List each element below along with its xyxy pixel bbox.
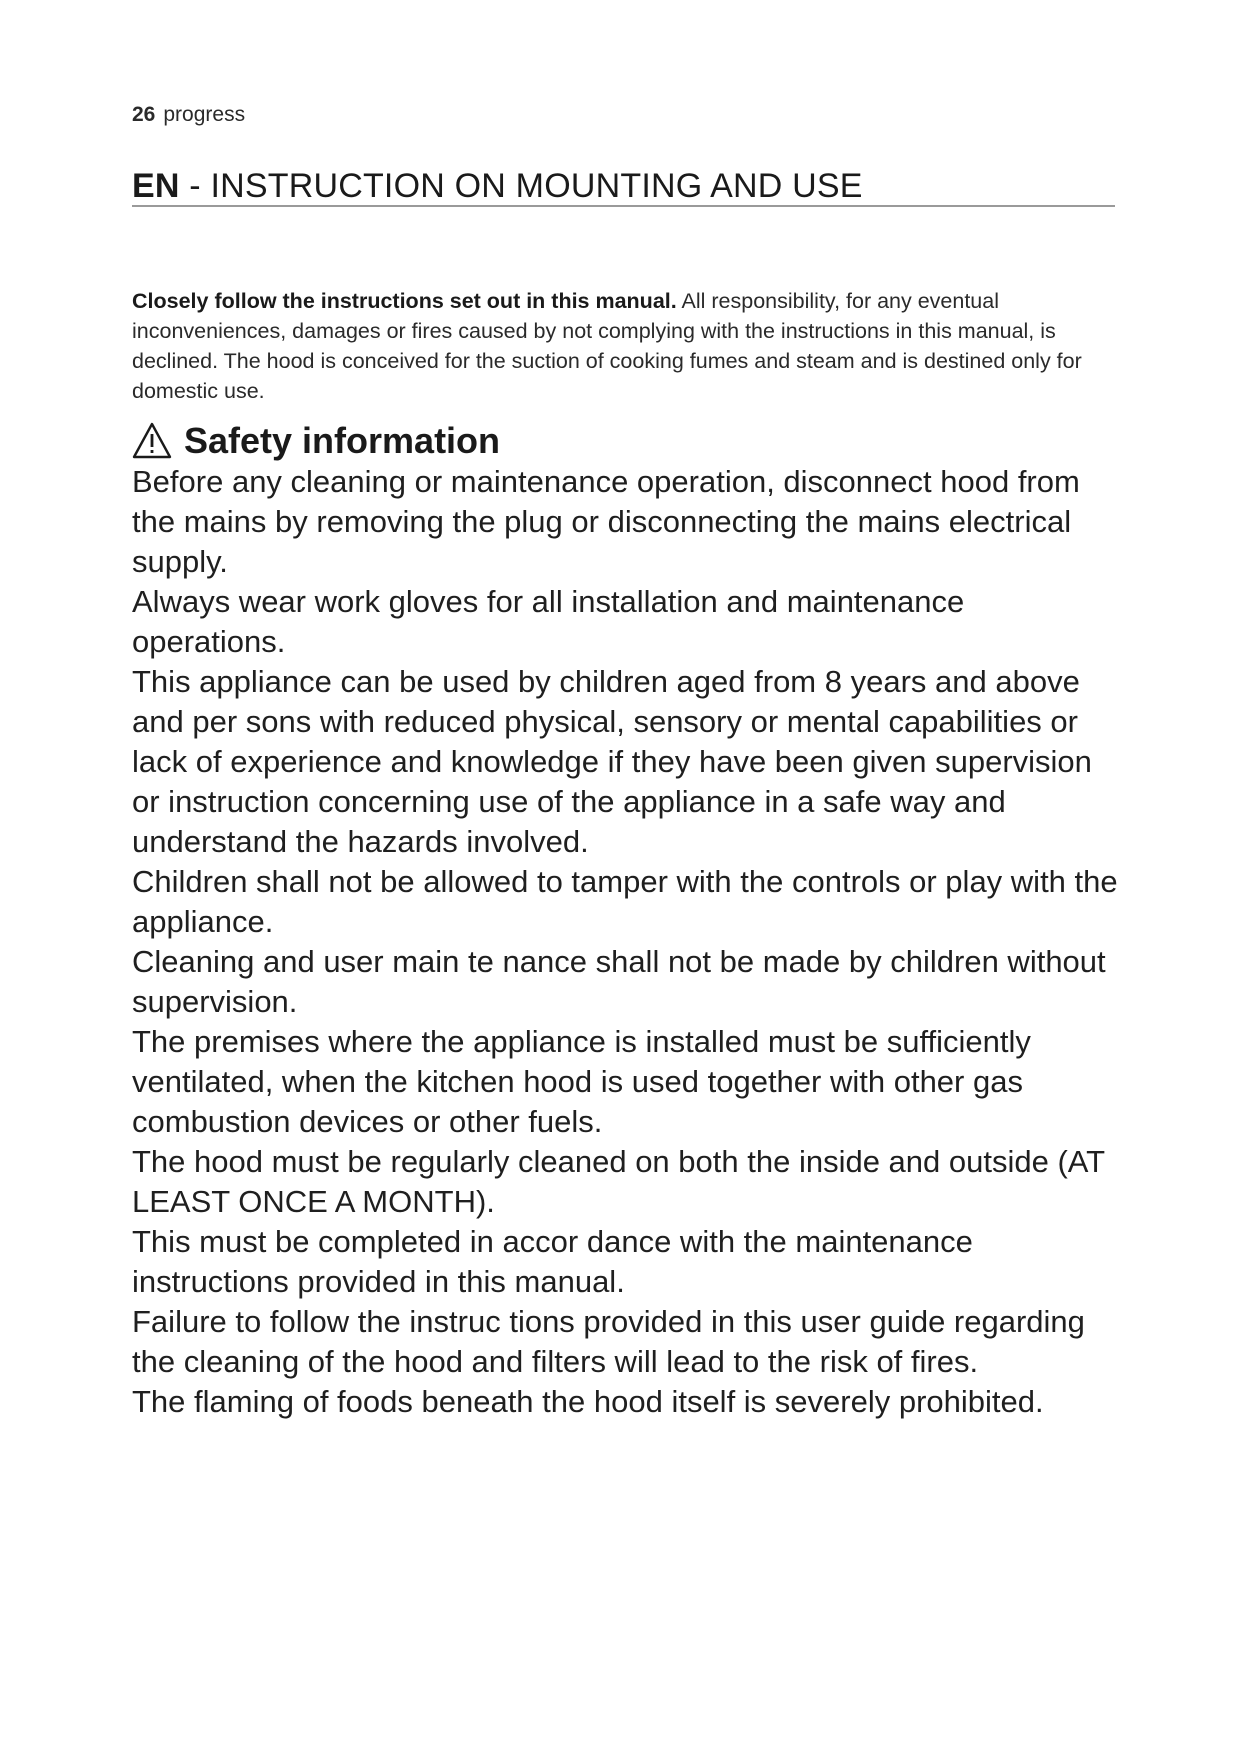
title-divider xyxy=(132,205,1115,207)
safety-item: The hood must be regularly cleaned on both the inside and outside (AT LEAST ONCE A MONTH). xyxy=(132,1144,1105,1219)
page-number: 26 xyxy=(132,103,156,126)
language-code: EN xyxy=(132,167,180,205)
safety-item: The premises where the appliance is installed must be sufficiently ventilated, when the kitchen hood is used together with other gas combustion devices or other fuels. xyxy=(132,1024,1031,1139)
intro-body: All responsibility, for any eventual inconveniences, damages or fires caused by not complying with the instructions in this manual, is declined. The hood is conceived for the suction of cooking fumes and steam and is destined only for domestic use. xyxy=(132,288,1082,403)
safety-item: Before any cleaning or maintenance operation, disconnect hood from the mains by removing the plug or disconnecting the mains electrical supply. xyxy=(132,464,1080,579)
safety-instructions-list xyxy=(132,462,1122,1422)
safety-heading xyxy=(132,418,500,464)
safety-heading-text: Safety information xyxy=(184,420,501,461)
running-header xyxy=(132,102,245,128)
safety-item: Children shall not be allowed to tamper with the controls or play with the appliance. xyxy=(132,864,1118,939)
document-title xyxy=(132,166,1115,206)
intro-lead: Closely follow the instructions set out in this manual. xyxy=(132,288,677,313)
safety-item: This must be completed in accor dance with the maintenance instructions provided in this manual. xyxy=(132,1224,973,1299)
safety-item: Cleaning and user main te nance shall not be made by children without supervision. xyxy=(132,944,1106,1019)
safety-item: Failure to follow the instruc tions provided in this user guide regarding the cleaning of the hood and filters will lead to the risk of fires. xyxy=(132,1304,1085,1379)
safety-item: This appliance can be used by children aged from 8 years and above and per sons with reduced physical, sensory or mental capabilities or lack of experience and knowledge if they have been given supervision or instruction concerning use of the appliance in a safe way and understand the hazards involved. xyxy=(132,664,1092,859)
brand-name: progress xyxy=(163,103,246,126)
safety-item: The flaming of foods beneath the hood itself is severely prohibited. xyxy=(132,1384,1044,1419)
warning-triangle-icon xyxy=(132,422,172,460)
intro-paragraph xyxy=(132,286,1115,406)
safety-item: Always wear work gloves for all installation and maintenance operations. xyxy=(132,584,965,659)
title-text: - INSTRUCTION ON MOUNTING AND USE xyxy=(179,167,863,205)
